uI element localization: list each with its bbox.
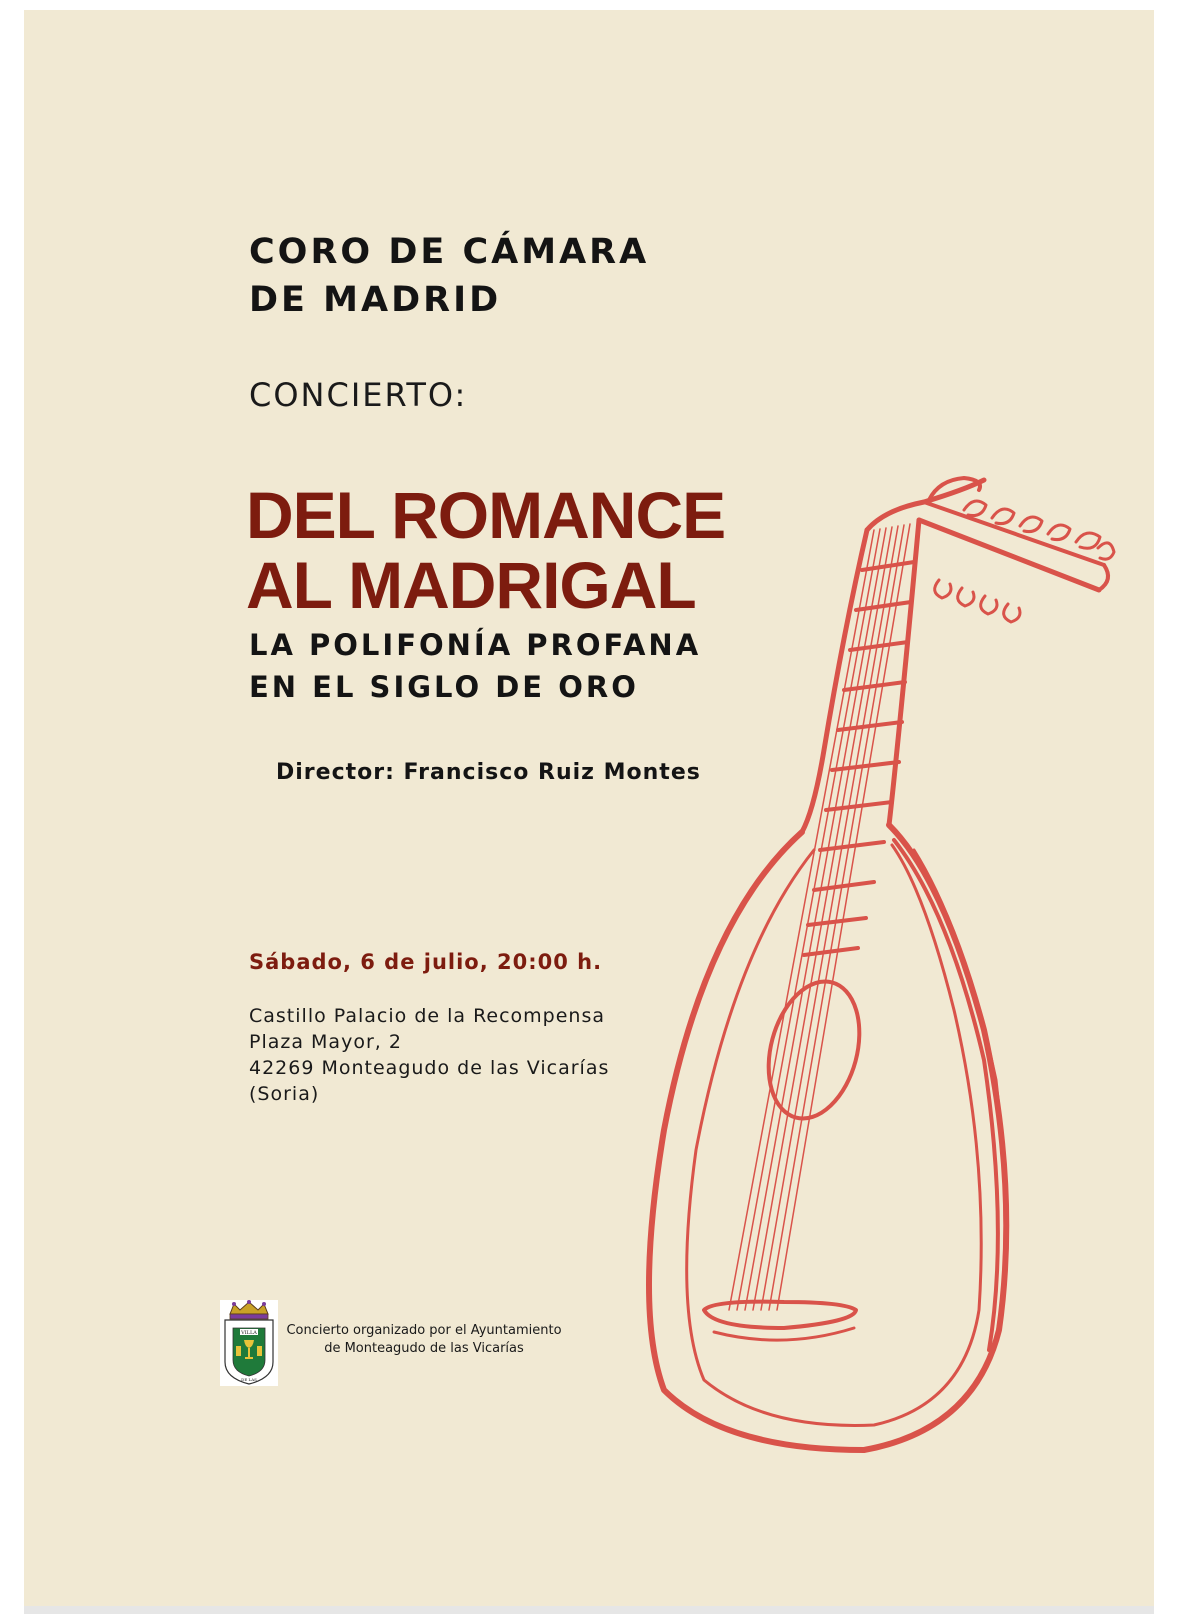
concert-title-line2: AL MADRIGAL (246, 548, 696, 622)
concert-date: Sábado, 6 de julio, 20:00 h. (249, 950, 603, 974)
concert-label: CONCIERTO: (249, 376, 468, 414)
address-line: 42269 Monteagudo de las Vicarías (249, 1057, 610, 1079)
organizer-line2: de Monteagudo de las Vicarías (324, 1341, 524, 1356)
choir-name-line1: CORO DE CÁMARA (249, 232, 650, 272)
address-line: Castillo Palacio de la Recompensa (249, 1005, 606, 1027)
address-line: (Soria) (249, 1083, 320, 1105)
lute-illustration (24, 10, 1154, 1610)
svg-text:VILLA: VILLA (241, 1330, 257, 1336)
concert-poster (24, 10, 1154, 1610)
director-credit: Director: Francisco Ruiz Montes (276, 760, 701, 785)
concert-subtitle-line1: LA POLIFONÍA PROFANA (249, 628, 702, 662)
concert-title-line1: DEL ROMANCE (246, 478, 726, 552)
organizer-line1: Concierto organizado por el Ayuntamiento (286, 1323, 562, 1338)
concert-subtitle-line2: EN EL SIGLO DE ORO (249, 670, 639, 704)
choir-name-line2: DE MADRID (249, 280, 502, 320)
svg-text:DE LAS: DE LAS (241, 1377, 257, 1382)
page-bottom-edge (24, 1606, 1154, 1614)
address-line: Plaza Mayor, 2 (249, 1031, 402, 1053)
